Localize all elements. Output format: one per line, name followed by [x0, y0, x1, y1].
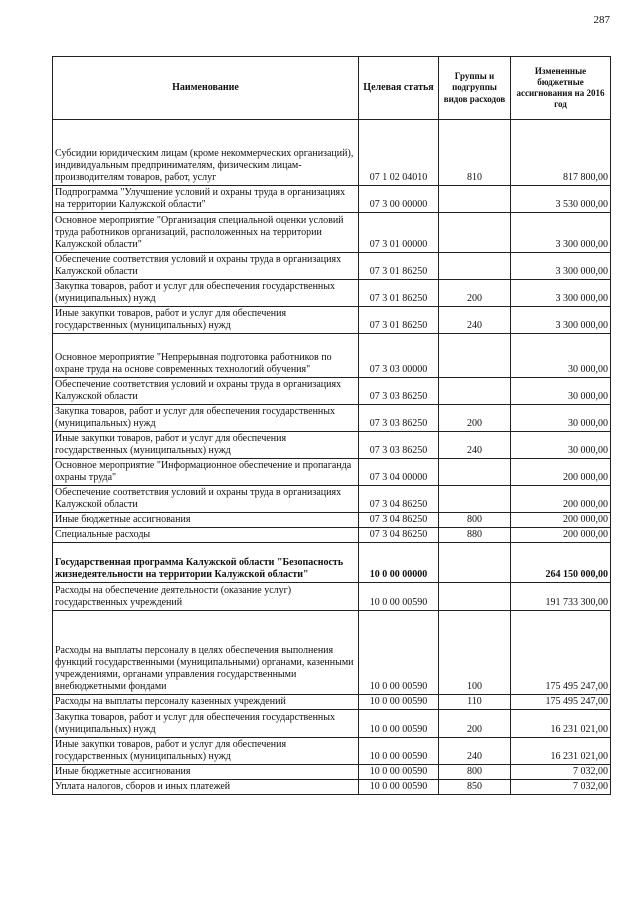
row-target-code: 07 3 03 86250 [359, 378, 439, 405]
row-group-code [439, 583, 511, 611]
row-name: Расходы на выплаты персоналу казенных учреждений [53, 695, 359, 710]
row-group-code: 240 [439, 432, 511, 459]
row-name: Закупка товаров, работ и услуг для обеспечения государственных (муниципальных) нужд [53, 405, 359, 432]
row-amount: 30 000,00 [511, 405, 611, 432]
table-row [53, 120, 611, 186]
row-group-code [439, 253, 511, 280]
header-target: Целевая статья [359, 57, 439, 120]
header-groups: Группы и подгруппы видов расходов [439, 57, 511, 120]
row-name: Субсидии юридическим лицам (кроме некоммерческих организаций), индивидуальным предпринимателям, физическим лицам-производителям товаров, работ, услуг [53, 120, 359, 186]
row-target-code: 07 3 03 86250 [359, 432, 439, 459]
table-row [53, 307, 611, 334]
table-header-row [53, 57, 611, 120]
row-group-code [439, 378, 511, 405]
table-row [53, 710, 611, 738]
table-row [53, 765, 611, 780]
header-amount: Измененные бюджетные ассигнования на 2016 год [511, 57, 611, 120]
row-amount: 30 000,00 [511, 432, 611, 459]
table-row [53, 280, 611, 307]
row-target-code: 07 3 01 00000 [359, 213, 439, 253]
row-target-code: 07 3 00 00000 [359, 186, 439, 213]
row-target-code: 07 3 01 86250 [359, 307, 439, 334]
page-number: 287 [593, 14, 610, 26]
row-name: Обеспечение соответствия условий и охраны труда в организациях Калужской области [53, 378, 359, 405]
row-name: Расходы на обеспечение деятельности (оказание услуг) государственных учреждений [53, 583, 359, 611]
row-amount: 3 300 000,00 [511, 307, 611, 334]
row-amount: 3 300 000,00 [511, 253, 611, 280]
table-row [53, 405, 611, 432]
table-row [53, 528, 611, 543]
row-amount: 16 231 021,00 [511, 710, 611, 738]
row-target-code: 07 3 04 86250 [359, 528, 439, 543]
row-name: Закупка товаров, работ и услуг для обеспечения государственных (муниципальных) нужд [53, 280, 359, 307]
row-name: Иные закупки товаров, работ и услуг для обеспечения государственных (муниципальных) нужд [53, 432, 359, 459]
row-group-code [439, 186, 511, 213]
table-row [53, 543, 611, 583]
table-row [53, 611, 611, 695]
table-row [53, 186, 611, 213]
table-row [53, 213, 611, 253]
table-row [53, 513, 611, 528]
row-name: Основное мероприятие "Информационное обеспечение и пропаганда охраны труда" [53, 459, 359, 486]
row-group-code: 200 [439, 710, 511, 738]
row-name: Основное мероприятие "Непрерывная подготовка работников по охране труда на основе современных технологий обучения" [53, 334, 359, 378]
row-target-code: 10 0 00 00590 [359, 710, 439, 738]
row-amount: 200 000,00 [511, 528, 611, 543]
row-target-code: 07 3 01 86250 [359, 253, 439, 280]
table-row [53, 459, 611, 486]
row-name: Подпрограмма "Улучшение условий и охраны труда в организациях на территории Калужской области" [53, 186, 359, 213]
table-row [53, 738, 611, 765]
row-target-code: 07 3 03 86250 [359, 405, 439, 432]
row-group-code [439, 486, 511, 513]
row-amount: 16 231 021,00 [511, 738, 611, 765]
row-group-code [439, 459, 511, 486]
row-amount: 200 000,00 [511, 513, 611, 528]
row-name: Обеспечение соответствия условий и охраны труда в организациях Калужской области [53, 253, 359, 280]
row-name: Расходы на выплаты персоналу в целях обеспечения выполнения функций государственными (муниципальными) органами, казенными учреждениями, органами управления государственными внебюджетными фондами [53, 611, 359, 695]
row-name: Обеспечение соответствия условий и охраны труда в организациях Калужской области [53, 486, 359, 513]
row-amount: 191 733 300,00 [511, 583, 611, 611]
row-target-code: 07 3 03 00000 [359, 334, 439, 378]
table-row [53, 486, 611, 513]
table-row [53, 780, 611, 795]
row-name: Основное мероприятие "Организация специальной оценки условий труда работников организаций, расположенных на территории Калужской области" [53, 213, 359, 253]
row-target-code: 10 0 00 00000 [359, 543, 439, 583]
row-target-code: 10 0 00 00590 [359, 611, 439, 695]
row-group-code [439, 334, 511, 378]
row-target-code: 10 0 00 00590 [359, 695, 439, 710]
row-target-code: 07 1 02 04010 [359, 120, 439, 186]
row-target-code: 10 0 00 00590 [359, 738, 439, 765]
row-amount: 3 300 000,00 [511, 280, 611, 307]
row-target-code: 07 3 04 00000 [359, 459, 439, 486]
row-group-code: 800 [439, 513, 511, 528]
budget-table [52, 56, 611, 795]
row-target-code: 07 3 04 86250 [359, 513, 439, 528]
row-amount: 30 000,00 [511, 378, 611, 405]
row-amount: 3 530 000,00 [511, 186, 611, 213]
row-name: Государственная программа Калужской области "Безопасность жизнедеятельности на территории Калужской области" [53, 543, 359, 583]
row-target-code: 10 0 00 00590 [359, 765, 439, 780]
row-amount: 817 800,00 [511, 120, 611, 186]
row-group-code [439, 213, 511, 253]
row-target-code: 10 0 00 00590 [359, 780, 439, 795]
row-name: Иные бюджетные ассигнования [53, 765, 359, 780]
row-group-code: 240 [439, 307, 511, 334]
row-target-code: 07 3 04 86250 [359, 486, 439, 513]
table-row [53, 432, 611, 459]
row-group-code: 110 [439, 695, 511, 710]
row-group-code: 800 [439, 765, 511, 780]
table-row [53, 253, 611, 280]
table-row [53, 334, 611, 378]
row-group-code: 850 [439, 780, 511, 795]
row-amount: 7 032,00 [511, 780, 611, 795]
row-group-code: 200 [439, 280, 511, 307]
row-group-code: 810 [439, 120, 511, 186]
row-amount: 7 032,00 [511, 765, 611, 780]
table-row [53, 583, 611, 611]
row-target-code: 10 0 00 00590 [359, 583, 439, 611]
row-amount: 3 300 000,00 [511, 213, 611, 253]
row-group-code [439, 543, 511, 583]
row-amount: 264 150 000,00 [511, 543, 611, 583]
table-row [53, 695, 611, 710]
row-group-code: 100 [439, 611, 511, 695]
row-name: Иные закупки товаров, работ и услуг для обеспечения государственных (муниципальных) нужд [53, 738, 359, 765]
row-amount: 200 000,00 [511, 486, 611, 513]
row-name: Иные бюджетные ассигнования [53, 513, 359, 528]
row-target-code: 07 3 01 86250 [359, 280, 439, 307]
table-body [53, 120, 611, 795]
row-group-code: 240 [439, 738, 511, 765]
row-name: Специальные расходы [53, 528, 359, 543]
row-amount: 175 495 247,00 [511, 695, 611, 710]
row-group-code: 200 [439, 405, 511, 432]
header-name: Наименование [53, 57, 359, 120]
row-amount: 175 495 247,00 [511, 611, 611, 695]
table-row [53, 378, 611, 405]
row-group-code: 880 [439, 528, 511, 543]
row-name: Уплата налогов, сборов и иных платежей [53, 780, 359, 795]
row-name: Иные закупки товаров, работ и услуг для обеспечения государственных (муниципальных) нужд [53, 307, 359, 334]
row-name: Закупка товаров, работ и услуг для обеспечения государственных (муниципальных) нужд [53, 710, 359, 738]
row-amount: 200 000,00 [511, 459, 611, 486]
row-amount: 30 000,00 [511, 334, 611, 378]
